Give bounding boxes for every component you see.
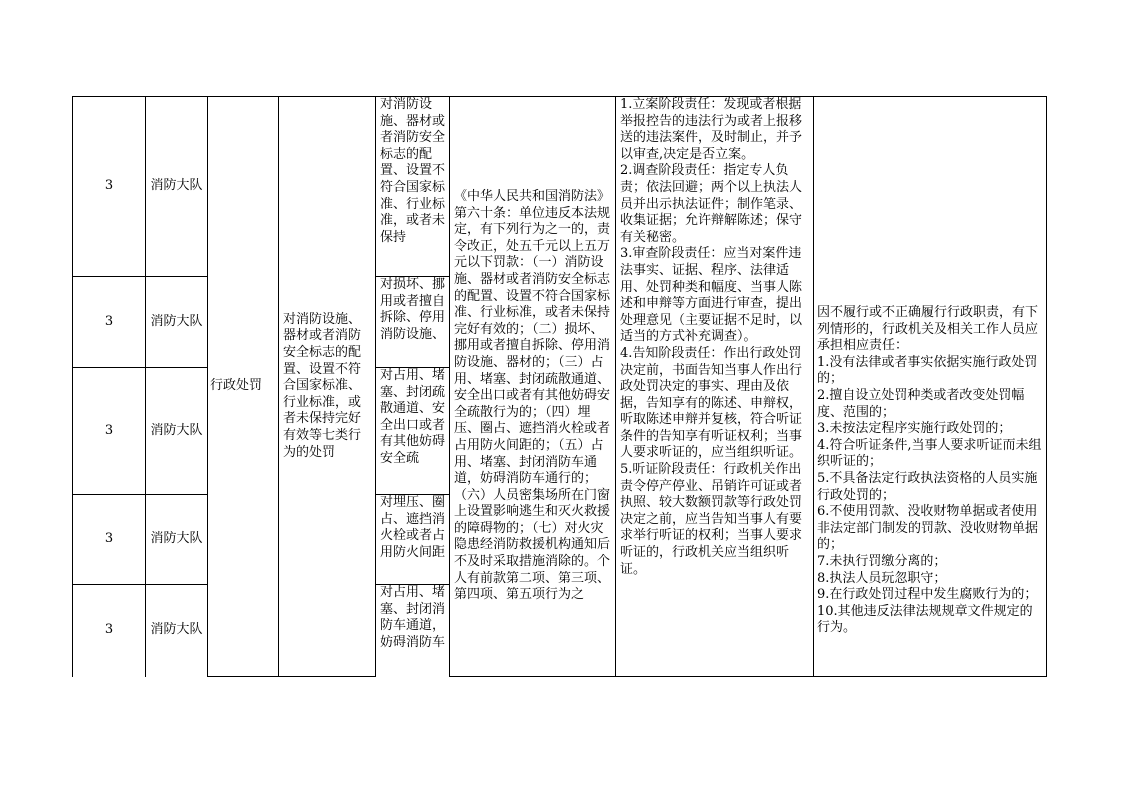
duty-item: 5.听证阶段责任：行政机关作出责令停产停业、吊销许可证或者执照、较大数额罚款等行政处罚决定之前，应当告知当事人有要求举行听证的权利；当事人要求听证的，行政机关应当组织听证。: [620, 462, 803, 577]
unit-cell: 消防大队: [146, 368, 208, 495]
duty-item: 2.调查阶段责任：指定专人负责；依法回避；两个以上执法人员并出示执法证件；制作笔录、收集证据；允许辩解陈述；保守有关秘密。: [620, 163, 803, 245]
liability-item: 2.擅自设立处罚种类或者改变处罚幅度、范围的；: [817, 387, 1025, 420]
liability-item: 因不履行或不正确履行行政职责，有下列情形的，行政机关及相关工作人员应承担相应责任：: [817, 305, 1039, 354]
seq-cell: 3: [73, 495, 146, 585]
duty-item: 3.审查阶段责任：应当对案件违法事实、证据、程序、法律适用、处罚种类和幅度、当事人陈述和申辩等方面进行审查，提出处理意见（主要证据不足时，以适当的方式补充调查）。: [620, 246, 803, 345]
duty-item: 4.告知阶段责任：作出行政处罚决定前，书面告知当事人作出行政处罚决定的事实、理由及依据，告知享有的陈述、申辩权，听取陈述申辩并复核，符合听证条件的告知享有听证权利；当事人要求听证的，应当组织听证。: [620, 345, 803, 461]
unit-cell: 消防大队: [146, 97, 208, 277]
liability-item: 3.未按法定程序实施行政处罚的；: [817, 421, 1012, 437]
sub-item-cell: 对占用、堵塞、封闭疏散通道、安全出口或者有其他妨碍安全疏: [376, 368, 450, 495]
unit-cell: 消防大队: [146, 495, 208, 585]
unit-cell: 消防大队: [146, 277, 208, 368]
seq-cell: 3: [73, 585, 146, 677]
seq-cell: 3: [73, 277, 146, 368]
sub-item-cell: 对消防设施、器材或者消防安全标志的配置、设置不符合国家标准、行业标准，或者未保持: [376, 97, 450, 277]
liability-item: 10.其他违反法律法规规章文件规定的行为。: [817, 603, 1033, 636]
duty-item: 1.立案阶段责任：发现或者根据举报控告的违法行为或者上报移送的违法案件，及时制止，并予以审查,决定是否立案。: [620, 97, 803, 162]
responsibility-cell: [616, 97, 814, 677]
liability-item: 1.没有法律或者事实依据实施行政处罚的；: [817, 354, 1038, 387]
sub-item-cell: 对损坏、挪用或者擅自拆除、停用消防设施、: [376, 277, 450, 368]
liability-item: 6.不使用罚款、没收财物单据或者使用非法定部门制发的罚款、没收财物单据的；: [817, 504, 1039, 553]
liability-item: 4.符合听证条件,当事人要求听证而未组织听证的；: [817, 437, 1042, 470]
sub-item-cell: 对埋压、圈占、遮挡消火栓或者占用防火间距: [376, 495, 450, 585]
liability-item: 7.未执行罚缴分离的；: [817, 553, 947, 569]
legal-basis-cell: 《中华人民共和国消防法》第六十条：单位违反本法规定，有下列行为之一的，责令改正，处五千元以上五万元以下罚款：（一）消防设施、器材或者消防安全标志的配置、设置不符合国家标准、行业标准，或者未保持完好有效的；（二）损坏、挪用或者擅自拆除、停用消防设施、器材的；（三）占用、堵塞、封闭疏散通道、安全出口或者有其他妨碍安全疏散行为的；（四）埋压、圈占、遮挡消火栓或者占用防火间距的；（五）占用、堵塞、封闭消防车通道，妨碍消防车通行的；（六）人员密集场所在门窗上设置影响逃生和灭火救援的障碍物的；（七）对火灾隐患经消防救援机构通知后不及时采取措施消除的。个人有前款第二项、第三项、第四项、第五项行为之: [450, 97, 616, 677]
liability-cell: [814, 97, 1047, 677]
item-name-cell: 对消防设施、器材或者消防安全标志的配置、设置不符合国家标准、行业标准，或者未保持完好有效等七类行为的处罚: [279, 97, 376, 677]
liability-item: 9.在行政处罚过程中发生腐败行为的；: [817, 587, 1038, 603]
category-cell: 行政处罚: [208, 97, 279, 677]
liability-item: 8.执法人员玩忽职守；: [817, 570, 947, 586]
seq-cell: 3: [73, 97, 146, 277]
seq-cell: 3: [73, 368, 146, 495]
liability-item: 5.不具备法定行政执法资格的人员实施行政处罚的；: [817, 470, 1038, 503]
power-list-table: [72, 96, 1047, 677]
sub-item-cell: 对占用、堵塞、封闭消防车通道，妨碍消防车: [376, 585, 450, 677]
unit-cell: 消防大队: [146, 585, 208, 677]
